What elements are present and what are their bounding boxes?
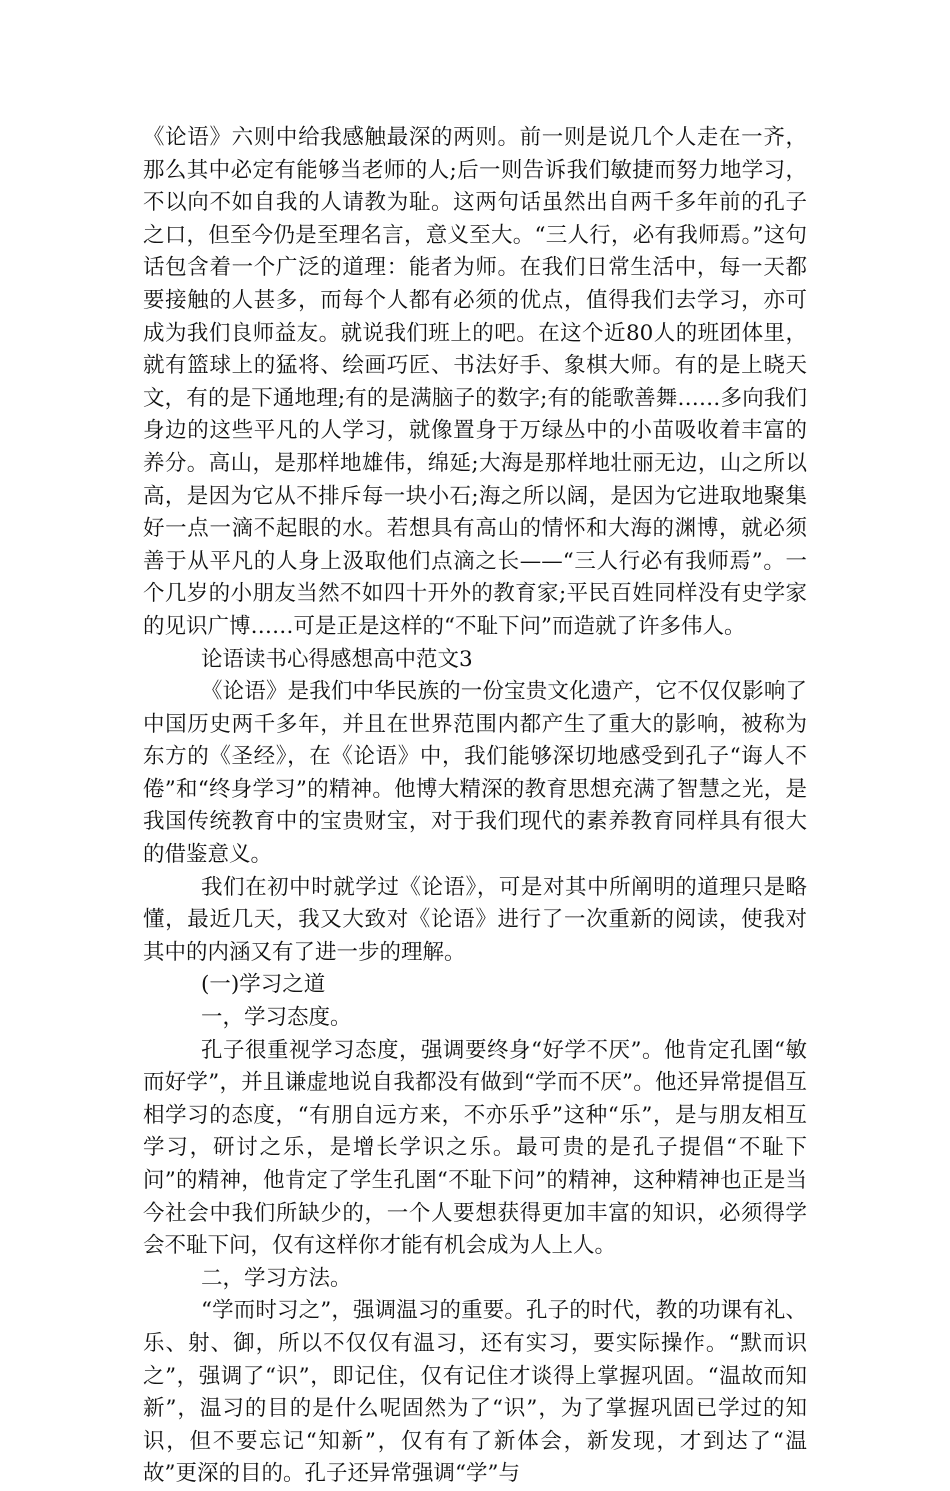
- paragraph-1: 《论语》六则中给我感触最深的两则。前一则是说几个人走在一齐，那么其中必定有能够当老师的人;后一则告诉我们敏捷而努力地学习，不以向不如自我的人请教为耻。这两句话虽然出自两千多年前的孔子之口，但至今仍是至理名言，意义至大。“三人行，必有我师焉。”这句话包含着一个广泛的道理：能者为师。在我们日常生活中，每一天都要接触的人甚多，而每个人都有必须的优点，值得我们去学习，亦可成为我们良师益友。就说我们班上的吧。在这个近80人的班团体里，就有篮球上的猛将、绘画巧匠、书法好手、象棋大师。有的是上晓天文，有的是下通地理;有的是满脑子的数字;有的能歌善舞……多向我们身边的这些平凡的人学习，就像置身于万绿丛中的小苗吸收着丰富的养分。高山，是那样地雄伟，绵延;大海是那样地壮丽无边，山之所以高，是因为它从不排斥每一块小石;海之所以阔，是因为它进取地聚集好一点一滴不起眼的水。若想具有高山的情怀和大海的渊博，就必须善于从平凡的人身上汲取他们点滴之长——“三人行必有我师焉”。一个几岁的小朋友当然不如四十开外的教育家;平民百姓同样没有史学家的见识广博……可是正是这样的“不耻下问”而造就了许多伟人。: [143, 125, 807, 639]
- paragraph-7: 孔子很重视学习态度，强调要终身“好学不厌”。他肯定孔圉“敏而好学”，并且谦虚地说自我都没有做到“学而不厌”。他还异常提倡互相学习的态度，“有朋自远方来，不亦乐乎”这种“乐”，是与朋友相互学习，研讨之乐，是增长学识之乐。最可贵的是孔子提倡“不耻下问”的精神，他肯定了学生孔圉“不耻下问”的精神，这种精神也正是当今社会中我们所缺少的，一个人要想获得更加丰富的知识，必须得学会不耻下问，仅有这样你才能有机会成为人上人。: [143, 1037, 807, 1259]
- paragraph-4: 我们在初中时就学过《论语》，可是对其中所阐明的道理只是略懂，最近几天，我又大致对《论语》进行了一次重新的阅读，使我对其中的内涵又有了进一步的理解。: [143, 874, 807, 965]
- paragraph-3: 《论语》是我们中华民族的一份宝贵文化遗产，它不仅仅影响了中国历史两千多年，并且在世界范围内都产生了重大的影响，被称为东方的《圣经》，在《论语》中，我们能够深切地感受到孔子“诲人不倦”和“终身学习”的精神。他博大精深的教育思想充满了智慧之光，是我国传统教育中的宝贵财宝，对于我们现代的素养教育同样具有很大的借鉴意义。: [143, 679, 807, 868]
- subheading-learning-attitude: 一，学习态度。: [201, 1005, 352, 1031]
- paragraph-9: “学而时习之”，强调温习的重要。孔子的时代，教的功课有礼、乐、射、御，所以不仅仅有温习，还有实习，要实际操作。“默而识之”，强调了“识”，即记住，仅有记住才谈得上掌握巩固。“温故而知新”，温习的目的是什么呢固然为了“识”，为了掌握巩固已学过的知识，但不要忘记“知新”，仅有有了新体会，新发现，才到达了“温故”更深的目的。孔子还异常强调“学”与: [143, 1298, 807, 1487]
- section-title: 论语读书心得感想高中范文3: [201, 646, 473, 672]
- subheading-learning-way: (一)学习之道: [201, 972, 326, 998]
- subheading-learning-method: 二，学习方法。: [201, 1265, 352, 1291]
- document-page: [143, 122, 807, 1491]
